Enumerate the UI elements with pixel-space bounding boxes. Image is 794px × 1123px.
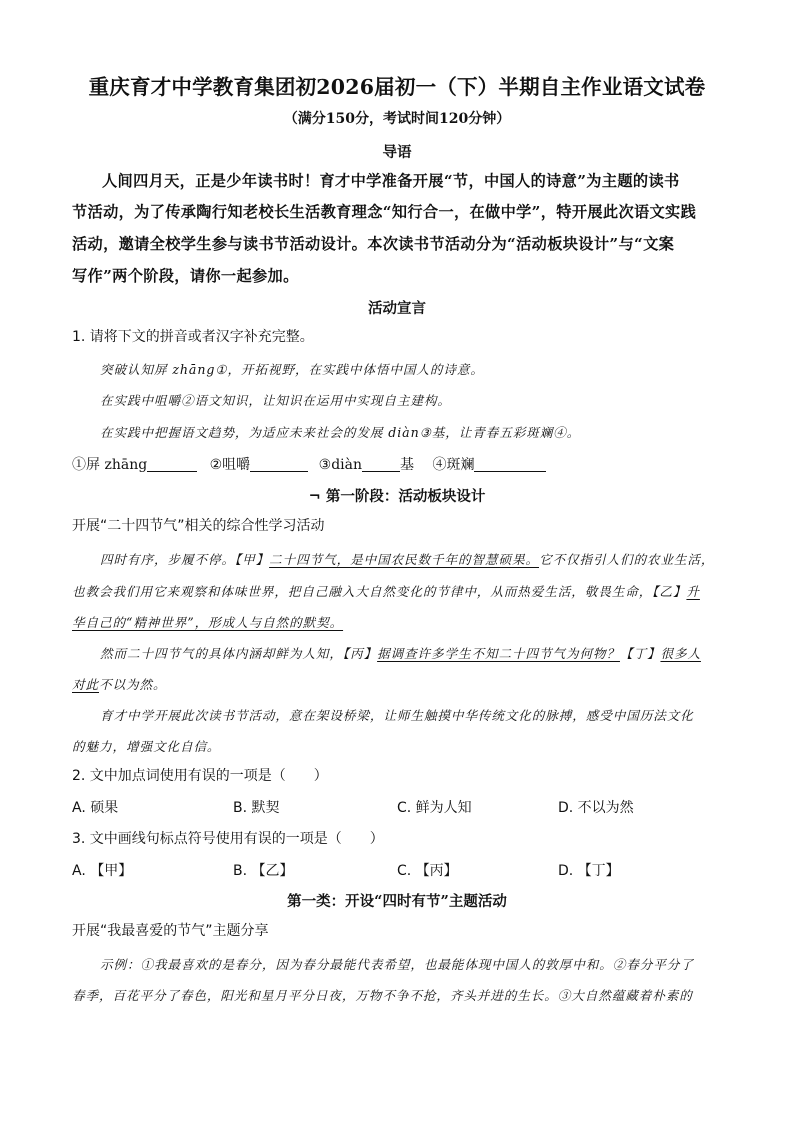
answer-3-label: ③diàn [318,457,362,473]
category1-activity: 开展“我最喜爱的节气”主题分享 [72,923,269,939]
para1-text: 四时有序，步履不停。【甲】 [100,552,270,567]
answer-3-suffix: 基 [400,457,414,473]
intro-line-2: 节活动，为了传承陶行知老校长生活教育理念“知行合一，在做中学”，特开展此次语文实践 [72,203,697,221]
declaration-line-3: 在实践中把握语文趋势，为适应未来社会的发展 diàn③基，让青春五彩斑斓④。 [100,425,581,440]
para2-text: 然而二十四节气的具体内涵却鲜为人知，【丙】 [100,646,378,661]
stage1-activity: 开展“二十四节气”相关的综合性学习活动 [72,518,325,534]
intro-line-4: 写作”两个阶段，请你一起参加。 [72,267,299,285]
answer-2-blank[interactable] [250,457,308,472]
answer-2-label: ②咀嚼 [209,457,251,473]
answer-row [72,454,546,474]
q3-option-d[interactable]: D. 【丁】 [558,863,620,879]
answer-3-blank[interactable] [362,457,400,472]
question-2: 2. 文中加点词使用有误的一项是（ ） [72,768,328,784]
underlined-sentence-bing: 据调查许多学生不知二十四节气为何物？ [377,646,620,661]
underlined-sentence-yi: 华自己的“精神世界”，形成人与自然的默契。 [72,615,344,630]
intro-line-3: 活动，邀请全校学生参与读书节活动设计。本次读书节活动分为“活动板块设计”与“文案 [72,235,675,253]
underlined-sentence-ding-end: 对此 [72,677,99,692]
para1-line-3 [72,612,343,631]
intro-line-1: 人间四月天，正是少年读书时！育才中学准备开展“节，中国人的诗意”为主题的读书 [102,172,680,190]
declaration-line-1: 突破认知屏 zhāng①，开拓视野，在实践中体悟中国人的诗意。 [100,362,484,377]
para3-line-1: 育才中学开展此次读书节活动，意在架设桥梁，让师生触摸中华传统文化的脉搏，感受中国历法文化 [100,708,694,723]
declaration-line-2: 在实践中咀嚼②语文知识，让知识在运用中实现自主建构。 [100,393,451,408]
category1-heading: 第一类：开设“四时有节”主题活动 [287,893,507,910]
answer-1-label: ①屏 zhāng [72,457,148,473]
para1-text: 也教会我们用它来观察和体味世界，把自己融入大自然变化的节律中，从而热爱生活，敬畏生命，【乙】 [72,584,687,599]
declaration-heading: 活动宣言 [368,300,426,317]
underlined-sentence-yi-start: 升 [686,584,700,599]
underlined-sentence-jia: 二十四节气，是中国农民数千年的智慧硕果。 [269,552,539,567]
question-3: 3. 文中画线句标点符号使用有误的一项是（ ） [72,831,384,847]
para3-line-2: 的魅力，增强文化自信。 [72,739,221,754]
q3-option-a[interactable]: A. 【甲】 [72,863,133,879]
answer-1-blank[interactable] [147,457,197,472]
para2-text: 不以为然。 [99,677,167,692]
answer-4-blank[interactable] [474,457,546,472]
underlined-sentence-ding: 很多人 [660,646,701,661]
para2-text: 【丁】 [619,646,661,661]
intro-heading: 导语 [382,144,412,161]
page-subtitle: （满分150分，考试时间120分钟） [283,111,511,127]
example-line-1: 示例：①我最喜欢的是春分，因为春分最能代表希望，也最能体现中国人的敦厚中和。②春分平分了 [100,957,694,972]
q2-option-d[interactable]: D. 不以为然 [558,800,634,816]
para1-line-2 [72,581,700,600]
q2-option-b[interactable]: B. 默契 [233,800,280,816]
para2-line-2 [72,674,166,693]
example-line-2: 春季，百花平分了春色，阳光和星月平分日夜，万物不争不抢，齐头并进的生长。③大自然蕴藏着朴素的 [72,988,693,1003]
q2-option-c[interactable]: C. 鲜为人知 [397,800,472,816]
q2-option-a[interactable]: A. 硕果 [72,800,119,816]
q3-option-b[interactable]: B. 【乙】 [233,863,294,879]
answer-4-label: ④斑斓 [432,457,475,473]
question-1: 1. 请将下文的拼音或者汉字补充完整。 [72,329,314,345]
q3-option-c[interactable]: C. 【丙】 [397,863,458,879]
para2-line-1 [100,643,701,662]
stage1-heading: ¬ 第一阶段：活动板块设计 [308,488,486,505]
para1-text: 它不仅指引人们的农业生活， [539,552,715,567]
para1-line-1 [100,549,714,568]
page-title: 重庆育才中学教育集团初2026届初一（下）半期自主作业语文试卷 [88,75,706,99]
